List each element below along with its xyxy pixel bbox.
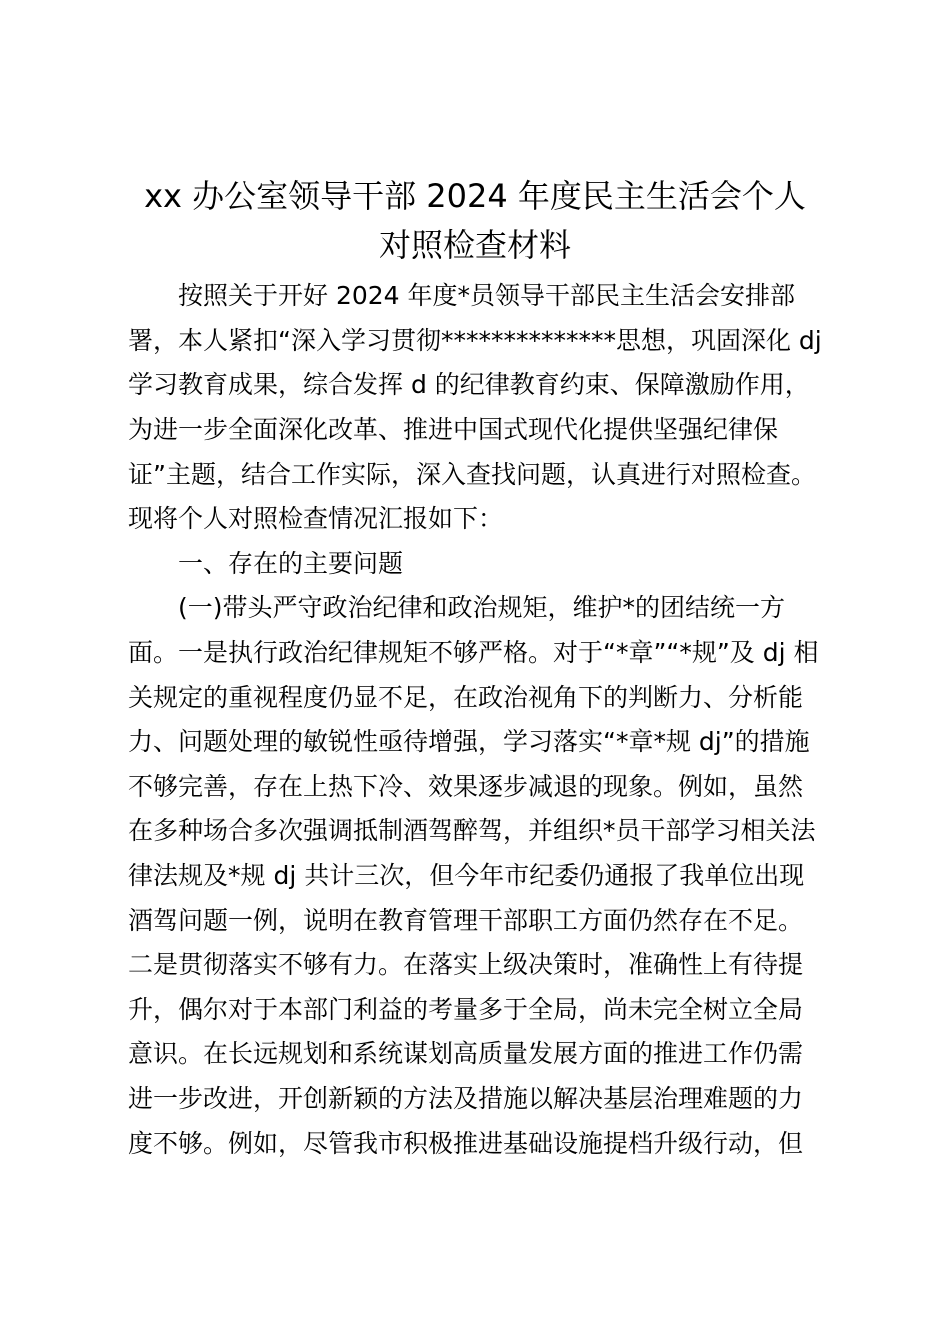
body-line: 署，本人紧扣“深入学习贯彻**************思想，巩固深化 dj [128, 326, 822, 355]
body-line: 二是贯彻落实不够有力。在落实上级决策时，准确性上有待提 [128, 950, 804, 979]
body-line: 证”主题，结合工作实际，深入查找问题，认真进行对照检查。 [128, 460, 816, 489]
body-line: 酒驾问题一例，说明在教育管理干部职工方面仍然存在不足。 [128, 906, 804, 935]
body-line: 进一步改进，开创新颖的方法及措施以解决基层治理难题的力 [128, 1084, 804, 1113]
body-line: 在多种场合多次强调抵制酒驾醉驾，并组织*员干部学习相关法 [128, 816, 816, 845]
body-line: 不够完善，存在上热下冷、效果逐步减退的现象。例如，虽然 [128, 772, 804, 801]
body-line: 度不够。例如，尽管我市积极推进基础设施提档升级行动，但 [128, 1129, 804, 1158]
body-line: 学习教育成果，综合发挥 d 的纪律教育约束、保障激励作用， [128, 370, 810, 399]
body-line: 关规定的重视程度仍显不足，在政治视角下的判断力、分析能 [128, 683, 804, 712]
body-line: 按照关于开好 2024 年度*员领导干部民主生活会安排部 [178, 281, 796, 310]
body-line: 意识。在长远规划和系统谋划高质量发展方面的推进工作仍需 [128, 1039, 804, 1068]
body-line: (一)带头严守政治纪律和政治规矩，维护*的团结统一方 [178, 593, 786, 622]
document-title-line-1: xx 办公室领导干部 2024 年度民主生活会个人 [144, 177, 806, 215]
body-line: 现将个人对照检查情况汇报如下： [128, 504, 504, 533]
body-line: 力、问题处理的敏锐性亟待增强，学习落实“*章*规 dj”的措施 [128, 727, 810, 756]
body-line: 为进一步全面深化改革、推进中国式现代化提供坚强纪律保 [128, 415, 779, 444]
body-line: 面。一是执行政治纪律规矩不够严格。对于“*章”“*规”及 dj 相 [128, 638, 819, 667]
section-heading: 一、存在的主要问题 [178, 549, 404, 578]
body-line: 律法规及*规 dj 共计三次，但今年市纪委仍通报了我单位出现 [128, 861, 805, 890]
body-line: 升，偶尔对于本部门利益的考量多于全局，尚未完全树立全局 [128, 995, 804, 1024]
document-title-line-2: 对照检查材料 [378, 226, 571, 264]
